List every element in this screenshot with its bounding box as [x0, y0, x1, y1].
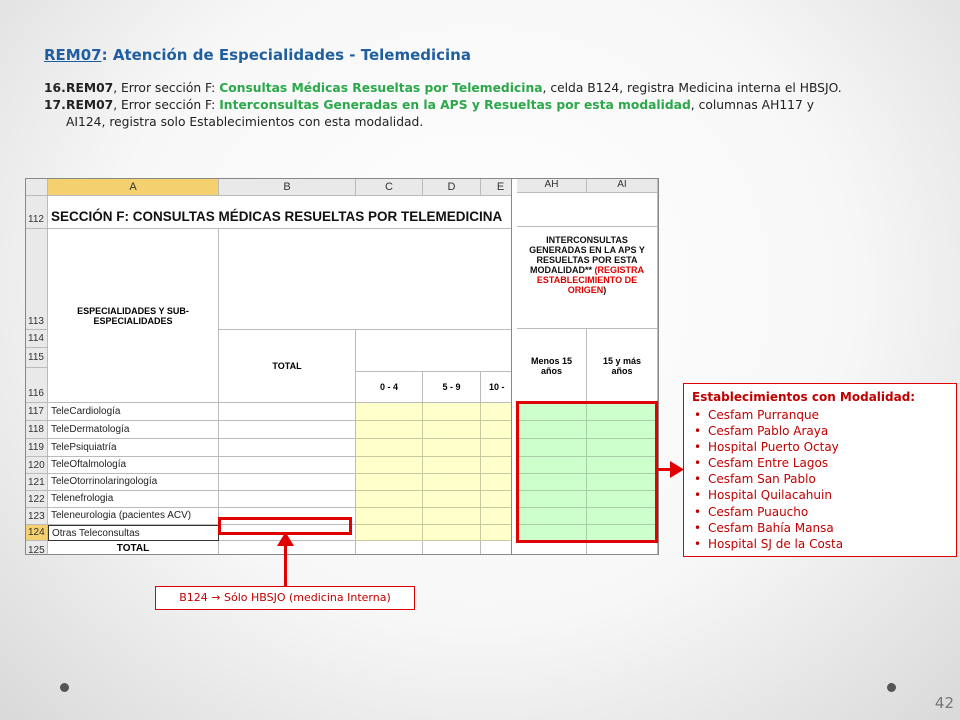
data-cell[interactable]: [219, 421, 356, 439]
list-item: • Cesfam Entre Lagos: [708, 455, 948, 471]
decorative-dot-left: [60, 683, 69, 692]
note-item: [44, 80, 924, 97]
list-item: • Cesfam Purranque: [708, 407, 948, 423]
note-highlight: Interconsultas Generadas en la APS y Resueltas por esta modalidad: [219, 98, 691, 112]
list-item: • Cesfam San Pablo: [708, 471, 948, 487]
list-item: • Cesfam Bahía Mansa: [708, 520, 948, 536]
header-total[interactable]: TOTAL: [219, 330, 356, 403]
note-number: 17.: [44, 98, 66, 112]
data-cell[interactable]: [356, 508, 423, 525]
data-cell[interactable]: [423, 541, 481, 555]
row-number[interactable]: 117: [26, 403, 48, 421]
column-header-e[interactable]: E: [481, 179, 513, 196]
row-label[interactable]: TeleOftalmología: [48, 457, 219, 474]
row-number[interactable]: 122: [26, 491, 48, 508]
data-cell[interactable]: [423, 457, 481, 474]
arrow-up-line: [284, 542, 287, 586]
callout-b124: B124 → Sólo HBSJO (medicina Interna): [155, 586, 415, 610]
header-menos-15[interactable]: Menos 15 años: [517, 329, 587, 403]
data-cell[interactable]: [423, 491, 481, 508]
data-cell[interactable]: [481, 457, 513, 474]
row-number[interactable]: 112: [26, 196, 48, 229]
row-label[interactable]: Teleneurologia (pacientes ACV): [48, 508, 219, 525]
row-label[interactable]: TelePsiquiatría: [48, 439, 219, 457]
blank-cell[interactable]: [517, 193, 658, 227]
column-header-ah[interactable]: AH: [517, 179, 587, 193]
row-number[interactable]: 118: [26, 421, 48, 439]
header-age-10[interactable]: 10 -: [481, 372, 513, 403]
decorative-dot-right: [887, 683, 896, 692]
data-cell[interactable]: [356, 439, 423, 457]
row-number[interactable]: 125: [26, 541, 48, 555]
highlight-ah-ai: [516, 401, 658, 543]
data-cell[interactable]: [219, 457, 356, 474]
header-age-5-9[interactable]: 5 - 9: [423, 372, 481, 403]
column-header-a[interactable]: A: [48, 179, 219, 196]
header-blank-cell[interactable]: [219, 229, 513, 330]
data-cell[interactable]: [356, 491, 423, 508]
row-number[interactable]: 113: [26, 229, 48, 330]
data-cell[interactable]: [481, 421, 513, 439]
list-item: • Cesfam Pablo Araya: [708, 423, 948, 439]
note-code: REM07: [66, 98, 114, 112]
establishments-title: Establecimientos con Modalidad:: [692, 390, 916, 404]
row-number[interactable]: 120: [26, 457, 48, 474]
data-cell[interactable]: [423, 474, 481, 491]
page-number: 42: [934, 694, 954, 712]
note-continuation: AI124, registra solo Establecimientos con esta modalidad.: [66, 115, 424, 129]
row-number[interactable]: 114: [26, 330, 48, 348]
data-cell[interactable]: [481, 541, 513, 555]
data-cell[interactable]: [481, 525, 513, 541]
note-code: REM07: [66, 81, 114, 95]
header-group-cell[interactable]: [356, 330, 513, 372]
column-header-d[interactable]: D: [423, 179, 481, 196]
title-text: : Atención de Especialidades - Telemedicina: [101, 46, 471, 64]
row-label[interactable]: Telenefrologia: [48, 491, 219, 508]
header-interconsultas[interactable]: [517, 227, 658, 329]
data-cell[interactable]: [481, 403, 513, 421]
row-number[interactable]: 116: [26, 368, 48, 403]
section-title-cell[interactable]: [48, 196, 513, 229]
data-cell[interactable]: [219, 474, 356, 491]
arrow-right-icon: [670, 461, 684, 478]
note-text: , Error sección F:: [113, 81, 220, 95]
data-cell[interactable]: [423, 508, 481, 525]
row-number[interactable]: 115: [26, 348, 48, 368]
interconsultas-close: ): [603, 285, 607, 295]
column-header-ai[interactable]: AI: [587, 179, 658, 193]
slide-title: [44, 46, 471, 64]
list-item: • Hospital SJ de la Costa: [708, 536, 948, 552]
arrow-up-icon: [277, 532, 294, 546]
list-item: • Hospital Quilacahuin: [708, 487, 948, 503]
note-text: , columnas AH117 y: [690, 98, 815, 112]
row-number[interactable]: 119: [26, 439, 48, 457]
header-especialidades[interactable]: ESPECIALIDADES Y SUB-ESPECIALIDADES: [48, 229, 219, 403]
data-cell[interactable]: [481, 439, 513, 457]
data-cell[interactable]: [481, 508, 513, 525]
interconsultas-note: (REGISTRA ESTABLECIMIENTO DE ORIGEN: [536, 265, 644, 295]
header-15-mas[interactable]: 15 y más años: [587, 329, 658, 403]
data-cell[interactable]: [356, 525, 423, 541]
data-cell[interactable]: [423, 439, 481, 457]
data-cell[interactable]: [356, 403, 423, 421]
row-label[interactable]: TeleOtorrinolaringología: [48, 474, 219, 491]
spreadsheet-main: [25, 178, 513, 555]
data-cell[interactable]: [481, 474, 513, 491]
header-age-0-4[interactable]: 0 - 4: [356, 372, 423, 403]
data-cell[interactable]: [481, 491, 513, 508]
total-row-label[interactable]: TOTAL: [48, 541, 219, 555]
row-number-selected[interactable]: 124: [26, 525, 48, 541]
row-number[interactable]: 123: [26, 508, 48, 525]
row-label-selected[interactable]: Otras Teleconsultas: [48, 525, 219, 541]
row-label[interactable]: TeleCardiología: [48, 403, 219, 421]
title-code: REM07: [44, 46, 102, 64]
interconsultas-title: INTERCONSULTAS GENERADAS EN LA APS Y RESUELTAS POR ESTA MODALIDAD**: [529, 235, 645, 275]
note-highlight: Consultas Médicas Resueltas por Telemedicina: [219, 81, 543, 95]
list-item: • Hospital Puerto Octay: [708, 439, 948, 455]
column-header-c[interactable]: C: [356, 179, 423, 196]
section-title: SECCIÓN F: CONSULTAS MÉDICAS RESUELTAS POR TELEMEDICINA: [51, 209, 503, 224]
data-cell[interactable]: [423, 525, 481, 541]
establishments-list: [692, 407, 948, 552]
data-cell[interactable]: [423, 403, 481, 421]
note-text: , Error sección F:: [113, 98, 220, 112]
establishments-box: [683, 383, 957, 557]
select-all-corner[interactable]: [26, 179, 48, 196]
data-cell[interactable]: [219, 491, 356, 508]
data-cell[interactable]: [517, 541, 587, 555]
note-number: 16.: [44, 81, 66, 95]
data-cell[interactable]: [587, 541, 658, 555]
data-cell[interactable]: [219, 439, 356, 457]
data-cell[interactable]: [356, 457, 423, 474]
row-number[interactable]: 121: [26, 474, 48, 491]
data-cell[interactable]: [356, 474, 423, 491]
list-item: • Cesfam Puaucho: [708, 504, 948, 520]
row-label[interactable]: TeleDermatología: [48, 421, 219, 439]
data-cell[interactable]: [356, 421, 423, 439]
notes-list: [44, 80, 924, 131]
data-cell[interactable]: [219, 403, 356, 421]
column-header-b[interactable]: B: [219, 179, 356, 196]
data-cell[interactable]: [423, 421, 481, 439]
data-cell[interactable]: [356, 541, 423, 555]
note-item: [44, 97, 924, 114]
note-text: , celda B124, registra Medicina interna el HBSJO.: [542, 81, 842, 95]
